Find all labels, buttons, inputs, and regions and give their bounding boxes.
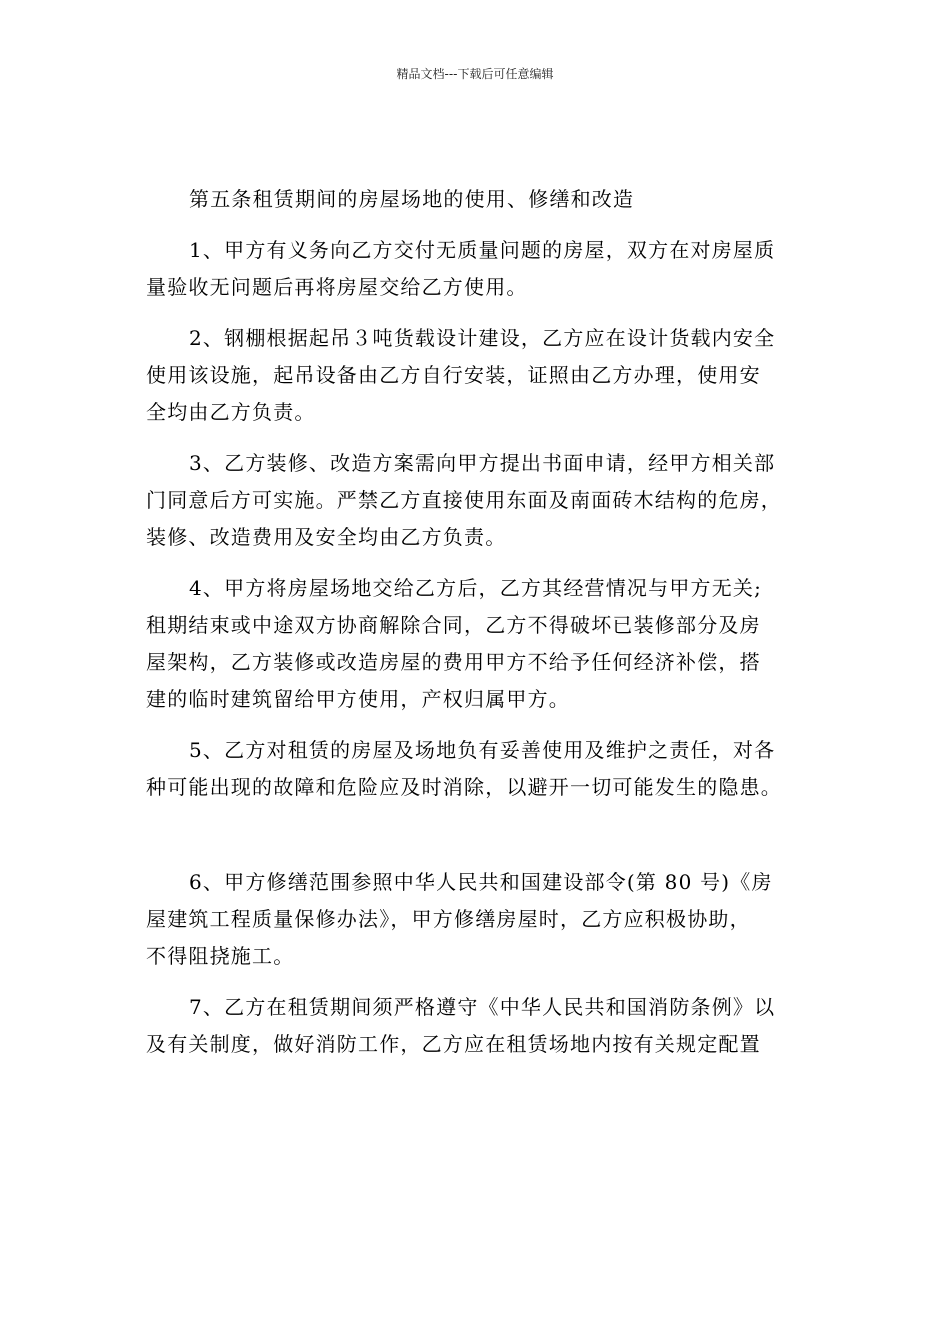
page-header: 精品文档---下载后可任意编辑 xyxy=(396,67,554,81)
paragraph-line: 租期结束或中途双方协商解除合同，乙方不得破坏已装修部分及房 xyxy=(146,613,761,637)
paragraph-1 xyxy=(146,232,810,306)
paragraph-line: 种可能出现的故障和危险应及时消除，以避开一切可能发生的隐患。 xyxy=(146,775,782,799)
section-title-text: 第五条租赁期间的房屋场地的使用、修缮和改造 xyxy=(189,187,635,211)
paragraph-line: 及有关制度，做好消防工作，乙方应在租赁场地内按有关规定配置 xyxy=(146,1032,761,1056)
paragraph-line: 建的临时建筑留给甲方使用，产权归属甲方。 xyxy=(146,687,570,711)
document-body xyxy=(146,181,810,1063)
paragraph-line: 门同意后方可实施。严禁乙方直接使用东面及南面砖木结构的危房， xyxy=(146,488,782,512)
paragraph-line: 使用该设施，起吊设备由乙方自行安装，证照由乙方办理，使用安 xyxy=(146,363,761,387)
paragraph-line: 不得阻挠施工。 xyxy=(146,944,295,968)
paragraph-line: 2、钢棚根据起吊３吨货载设计建设，乙方应在设计货载内安全 xyxy=(189,326,776,350)
paragraph-3 xyxy=(146,445,810,556)
paragraph-7 xyxy=(146,989,810,1063)
paragraph-line: 1、甲方有义务向乙方交付无质量问题的房屋，双方在对房屋质 xyxy=(189,238,776,262)
paragraph-line: 5、乙方对租赁的房屋及场地负有妥善使用及维护之责任，对各 xyxy=(189,738,776,762)
paragraph-6 xyxy=(146,864,810,975)
paragraph-line: 屋架构，乙方装修或改造房屋的费用甲方不给予任何经济补偿，搭 xyxy=(146,650,761,674)
paragraph-line: 屋建筑工程质量保修办法》，甲方修缮房屋时，乙方应积极协助， xyxy=(146,907,751,931)
paragraph-line: 6、甲方修缮范围参照中华人民共和国建设部令(第 80 号)《房 xyxy=(189,870,773,894)
paragraph-5 xyxy=(146,732,810,806)
paragraph-4 xyxy=(146,570,810,718)
paragraph-line: 7、乙方在租赁期间须严格遵守《中华人民共和国消防条例》以 xyxy=(189,995,776,1019)
paragraph-line: 4、甲方将房屋场地交给乙方后，乙方其经营情况与甲方无关; xyxy=(189,576,763,600)
paragraph-line: 量验收无问题后再将房屋交给乙方使用。 xyxy=(146,275,528,299)
paragraph-2 xyxy=(146,320,810,431)
paragraph-line: 装修、改造费用及安全均由乙方负责。 xyxy=(146,525,507,549)
section-title xyxy=(146,181,810,218)
paragraph-line: 3、乙方装修、改造方案需向甲方提出书面申请，经甲方相关部 xyxy=(189,451,776,475)
paragraph-line: 全均由乙方负责。 xyxy=(146,400,316,424)
